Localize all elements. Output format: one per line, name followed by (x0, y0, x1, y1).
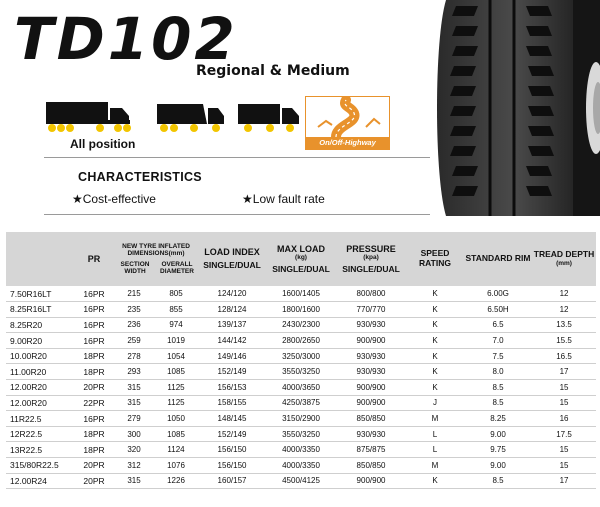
table-cell: 158/155 (198, 395, 266, 411)
table-cell: 149/146 (198, 348, 266, 364)
truck-icons (44, 96, 304, 136)
table-cell: 312 (114, 458, 154, 474)
table-cell: 152/149 (198, 364, 266, 380)
table-cell: 8.25 (464, 411, 532, 427)
table-cell: 16PR (74, 302, 114, 318)
table-cell: 4000/3350 (266, 442, 336, 458)
table-cell: 17 (532, 364, 596, 380)
tire-image (428, 0, 600, 216)
table-cell: 855 (154, 302, 198, 318)
winding-road-icon (306, 97, 391, 139)
table-cell: 6.50H (464, 302, 532, 318)
table-cell: 770/770 (336, 302, 406, 318)
table-cell: 8.5 (464, 473, 532, 489)
table-cell: 8.5 (464, 395, 532, 411)
table-row (6, 348, 596, 364)
table-cell: 16PR (74, 317, 114, 333)
table-cell: 850/850 (336, 458, 406, 474)
table-cell: 3550/3250 (266, 364, 336, 380)
col-speed-rating: SPEED RATING (406, 232, 464, 286)
table-cell: 300 (114, 426, 154, 442)
table-cell: 1800/1600 (266, 302, 336, 318)
col-dimensions: NEW TYRE INFLATED DIMENSIONS(mm) SECTION WIDTH OVERALL DIAMETER (114, 232, 198, 286)
dump-truck-icon (157, 104, 224, 124)
table-row (6, 473, 596, 489)
table-cell: K (406, 302, 464, 318)
divider (44, 214, 430, 215)
table-cell: 320 (114, 442, 154, 458)
table-cell: K (406, 348, 464, 364)
table-cell: 11R22.5 (6, 411, 74, 427)
semi-truck-icon (46, 102, 130, 124)
table-cell: 875/875 (336, 442, 406, 458)
table-cell: 124/120 (198, 286, 266, 302)
table-cell: 152/149 (198, 426, 266, 442)
table-cell: 8.0 (464, 364, 532, 380)
table-cell: K (406, 286, 464, 302)
table-row (6, 380, 596, 396)
model-name: TD102 (14, 5, 238, 73)
table-cell: 930/930 (336, 364, 406, 380)
table-cell: 1050 (154, 411, 198, 427)
model-subtitle: Regional & Medium (196, 63, 350, 79)
table-cell: L (406, 442, 464, 458)
table-cell: 293 (114, 364, 154, 380)
col-section-width: SECTION WIDTH (120, 260, 150, 275)
table-row (6, 333, 596, 349)
table-cell: 20PR (74, 473, 114, 489)
table-cell: 930/930 (336, 426, 406, 442)
table-cell: 156/150 (198, 442, 266, 458)
col-max-load: MAX LOAD (kg) SINGLE/DUAL (266, 232, 336, 286)
table-cell: 22PR (74, 395, 114, 411)
table-cell: 156/150 (198, 458, 266, 474)
table-cell: 18PR (74, 364, 114, 380)
table-cell: 805 (154, 286, 198, 302)
col-load-index: LOAD INDEX SINGLE/DUAL (198, 232, 266, 286)
table-cell: 15 (532, 380, 596, 396)
table-row (6, 426, 596, 442)
table-cell: 156/153 (198, 380, 266, 396)
table-cell: 4250/3875 (266, 395, 336, 411)
table-cell: M (406, 411, 464, 427)
characteristics-title: CHARACTERISTICS (78, 170, 202, 184)
table-cell: 10.00R20 (6, 348, 74, 364)
table-cell: 3250/3000 (266, 348, 336, 364)
table-cell: 17 (532, 473, 596, 489)
table-body (6, 286, 596, 489)
table-cell: 15 (532, 395, 596, 411)
spec-table (6, 232, 596, 489)
table-cell: 1085 (154, 364, 198, 380)
table-cell: 215 (114, 286, 154, 302)
table-cell: 1600/1405 (266, 286, 336, 302)
table-cell: 3550/3250 (266, 426, 336, 442)
table-cell: J (406, 395, 464, 411)
table-cell: 235 (114, 302, 154, 318)
table-cell: K (406, 473, 464, 489)
table-cell: 4500/4125 (266, 473, 336, 489)
table-cell: 7.0 (464, 333, 532, 349)
table-cell: 236 (114, 317, 154, 333)
table-cell: 930/930 (336, 317, 406, 333)
table-row (6, 458, 596, 474)
table-cell: 15 (532, 458, 596, 474)
table-cell: 12 (532, 286, 596, 302)
table-cell: 900/900 (336, 473, 406, 489)
col-pressure: PRESSURE (kpa) SINGLE/DUAL (336, 232, 406, 286)
table-cell: 9.00R20 (6, 333, 74, 349)
table-cell: 900/900 (336, 380, 406, 396)
table-cell: 11.00R20 (6, 364, 74, 380)
table-cell: 974 (154, 317, 198, 333)
table-cell: 259 (114, 333, 154, 349)
table-cell: 13R22.5 (6, 442, 74, 458)
feature-item: ★Low fault rate (242, 192, 325, 206)
product-header (0, 0, 600, 230)
table-cell: 128/124 (198, 302, 266, 318)
table-cell: 144/142 (198, 333, 266, 349)
table-cell: 20PR (74, 380, 114, 396)
divider (44, 157, 430, 158)
table-cell: 4000/3350 (266, 458, 336, 474)
table-cell: 16PR (74, 333, 114, 349)
table-cell: 278 (114, 348, 154, 364)
table-cell: 1125 (154, 395, 198, 411)
table-cell: 12.00R24 (6, 473, 74, 489)
table-cell: 930/930 (336, 348, 406, 364)
table-row (6, 302, 596, 318)
table-cell: 3150/2900 (266, 411, 336, 427)
table-cell: 900/900 (336, 395, 406, 411)
table-cell: 2800/2650 (266, 333, 336, 349)
table-cell: 6.00G (464, 286, 532, 302)
position-label: All position (70, 137, 136, 151)
table-row (6, 286, 596, 302)
star-icon: ★ (72, 192, 83, 206)
table-cell: 16PR (74, 286, 114, 302)
table-cell: 1019 (154, 333, 198, 349)
table-cell: 850/850 (336, 411, 406, 427)
table-cell: 13.5 (532, 317, 596, 333)
table-row (6, 317, 596, 333)
table-cell: K (406, 333, 464, 349)
table-cell: 2430/2300 (266, 317, 336, 333)
table-cell: 7.50R16LT (6, 286, 74, 302)
col-overall-diameter: OVERALL DIAMETER (160, 260, 194, 275)
road-type-label: On/Off-Highway (306, 137, 389, 149)
table-cell: 12R22.5 (6, 426, 74, 442)
table-cell: 20PR (74, 458, 114, 474)
table-row (6, 395, 596, 411)
table-cell: 139/137 (198, 317, 266, 333)
col-tread-depth: TREAD DEPTH (mm) (532, 232, 596, 286)
table-cell: 1085 (154, 426, 198, 442)
table-cell: 16.5 (532, 348, 596, 364)
table-cell: 160/157 (198, 473, 266, 489)
table-cell: 315 (114, 395, 154, 411)
table-cell: 1226 (154, 473, 198, 489)
table-cell: K (406, 380, 464, 396)
table-cell: 279 (114, 411, 154, 427)
table-cell: 900/900 (336, 333, 406, 349)
table-cell: 8.25R16LT (6, 302, 74, 318)
table-cell: 12.00R20 (6, 380, 74, 396)
table-cell: 1054 (154, 348, 198, 364)
table-cell: M (406, 458, 464, 474)
table-cell: 18PR (74, 442, 114, 458)
table-cell: 6.5 (464, 317, 532, 333)
table-cell: 16 (532, 411, 596, 427)
table-cell: 1076 (154, 458, 198, 474)
table-cell: 8.5 (464, 380, 532, 396)
table-cell: K (406, 317, 464, 333)
col-pr: PR (74, 232, 114, 286)
table-cell: 9.00 (464, 458, 532, 474)
table-row (6, 442, 596, 458)
table-cell: L (406, 426, 464, 442)
table-cell: 4000/3650 (266, 380, 336, 396)
table-cell: 12.00R20 (6, 395, 74, 411)
table-cell: 17.5 (532, 426, 596, 442)
table-row (6, 411, 596, 427)
star-icon: ★ (242, 192, 253, 206)
table-cell: 315 (114, 473, 154, 489)
table-cell: 800/800 (336, 286, 406, 302)
table-cell: 1125 (154, 380, 198, 396)
table-cell: 9.00 (464, 426, 532, 442)
table-cell: 7.5 (464, 348, 532, 364)
col-standard-rim: STANDARD RIM (464, 232, 532, 286)
table-cell: 15.5 (532, 333, 596, 349)
table-cell: 148/145 (198, 411, 266, 427)
table-cell: K (406, 364, 464, 380)
table-cell: 1124 (154, 442, 198, 458)
table-cell: 18PR (74, 348, 114, 364)
col-size (6, 232, 74, 286)
table-cell: 9.75 (464, 442, 532, 458)
table-cell: 15 (532, 442, 596, 458)
table-row (6, 364, 596, 380)
feature-item: ★Cost-effective (72, 192, 156, 206)
table-cell: 18PR (74, 426, 114, 442)
box-truck-icon (238, 104, 299, 124)
road-type-badge (305, 96, 390, 150)
table-cell: 315/80R22.5 (6, 458, 74, 474)
table-cell: 12 (532, 302, 596, 318)
table-header-row (6, 232, 596, 286)
table-cell: 16PR (74, 411, 114, 427)
table-cell: 8.25R20 (6, 317, 74, 333)
table-cell: 315 (114, 380, 154, 396)
